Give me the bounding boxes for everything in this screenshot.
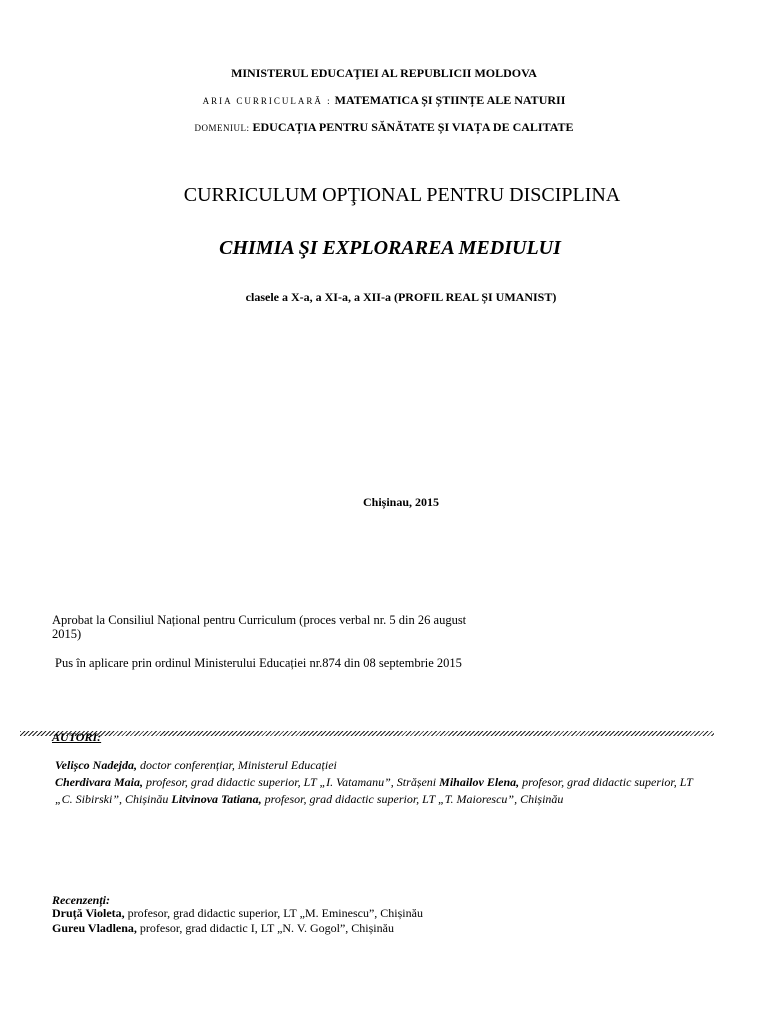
reviewer-2 xyxy=(52,921,394,936)
author-3-4 xyxy=(55,792,563,807)
curriculum-title: CURRICULUM OPŢIONAL PENTRU DISCIPLINA xyxy=(183,184,621,206)
author-2-name: Cherdivara Maia, xyxy=(55,775,144,789)
author-4-name: Litvinova Tatiana, xyxy=(171,792,262,806)
discipline-title: CHIMIA ŞI EXPLORAREA MEDIULUI xyxy=(219,237,561,259)
reviewer-1 xyxy=(52,906,423,921)
domain-label: DOMENIUL: xyxy=(194,123,250,133)
curricular-area-value: MATEMATICA ȘI ȘTIINȚE ALE NATURII xyxy=(334,93,566,107)
author-2-desc: profesor, grad didactic superior, LT „I. Vatamanu”, Strășeni xyxy=(143,775,440,789)
domain-value: EDUCAȚIA PENTRU SĂNĂTATE ȘI VIAȚA DE CALITATE xyxy=(252,120,574,134)
reviewer-2-desc: profesor, grad didactic I, LT „N. V. Gogol”, Chișinău xyxy=(136,921,394,935)
reviewer-1-name: Druță Violeta, xyxy=(52,906,125,920)
ministry-heading: MINISTERUL EDUCAŢIEI AL REPUBLICII MOLDOVA xyxy=(231,66,537,80)
curricular-area-line xyxy=(0,93,768,108)
reviewer-2-name: Gureu Vladlena, xyxy=(52,921,137,935)
author-1-desc: doctor conferențiar, Ministerul Educației xyxy=(137,758,337,772)
author-3-name: Mihailov Elena, xyxy=(439,775,520,789)
author-1-name: Velișco Nadejda, xyxy=(55,758,137,772)
reviewers-heading: Recenzenți: xyxy=(52,893,110,907)
approval-line-2: 2015) xyxy=(52,627,82,641)
author-4-desc: profesor, grad didactic superior, LT „T. Maiorescu”, Chișinău xyxy=(261,792,564,806)
authors-heading: AUTORI: xyxy=(52,730,102,744)
classes-subtitle: clasele a X-a, a XI-a, a XII-a (PROFIL REAL ȘI UMANIST) xyxy=(245,290,557,304)
curricular-area-label: ARIA CURRICULARĂ : xyxy=(202,96,332,106)
author-3-desc: profesor, grad didactic superior, LT xyxy=(519,775,693,789)
reviewer-1-desc: profesor, grad didactic superior, LT „M. Eminescu”, Chișinău xyxy=(124,906,423,920)
application-order: Pus în aplicare prin ordinul Ministerului Educației nr.874 din 08 septembrie 2015 xyxy=(55,656,462,670)
author-1 xyxy=(55,758,337,773)
section-divider xyxy=(20,731,714,736)
approval-line-1: Aprobat la Consiliul Național pentru Curriculum (proces verbal nr. 5 din 26 august xyxy=(52,613,467,627)
place-year: Chișinau, 2015 xyxy=(362,495,440,509)
author-3-desc-cont: „C. Sibirski”, Chișinău xyxy=(55,792,172,806)
domain-line xyxy=(0,120,768,135)
author-2-3 xyxy=(55,775,693,790)
